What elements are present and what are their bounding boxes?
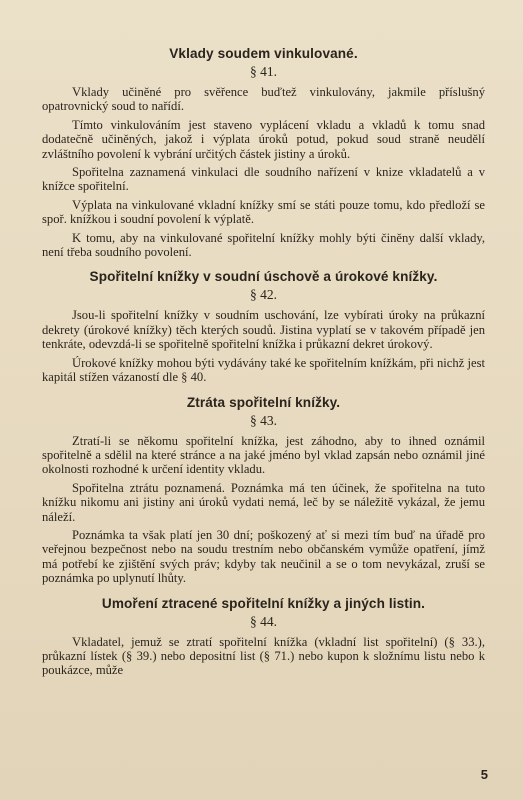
paragraph: Výplata na vinkulované vkladní knížky smí se státi pouze tomu, kdo předloží se spoř. knížkou i soudní povolení k výplatě. bbox=[42, 197, 485, 227]
paragraph: Vklady učiněné pro svěřence buďtež vinkulovány, jakmile příslušný opatrovnický soud to nařídí. bbox=[42, 85, 485, 114]
paragraph: Spořitelna ztrátu poznamená. Poznámka má ten účinek, že spořitelna na tuto knížku nikomu ani jistiny ani úroků vydati nemá, leč by se náležitě vykázal, že jemu náleží. bbox=[42, 480, 485, 524]
paragraph: Spořitelna zaznamená vinkulaci dle soudního nařízení v knize vkladatelů a v knížce spořitelní. bbox=[42, 165, 485, 194]
section-number: § 42. bbox=[250, 287, 277, 303]
section-42 bbox=[42, 269, 485, 384]
section-43 bbox=[42, 395, 485, 586]
paragraph: Poznámka ta však platí jen 30 dní; poškozený ať si mezi tím buď na úřadě pro veřejnou bezpečnost nebo na soudu trestním nebo občanském vymůže opatření, jímž má potřebí ke zjištění svých práv; kdyby tak neučinil a se o tom nevykázal, zruší se poznámka po uplynutí lhůty. bbox=[42, 527, 485, 586]
section-44 bbox=[42, 596, 485, 678]
section-number: § 44. bbox=[250, 613, 277, 629]
section-heading: Umoření ztracené spořitelní knížky a jiných listin. bbox=[101, 595, 426, 611]
paragraph: Tímto vinkulováním jest staveno vyplácení vkladu a vkladů k tomu snad dodatečně učiněných, jakož i výplata úroků potud, pokud soud straně neudělí zvláštního povolení k vybrání určitých částek jistiny a úroků. bbox=[42, 117, 485, 161]
section-number: § 41. bbox=[250, 64, 277, 79]
section-heading: Vklady soudem vinkulované. bbox=[169, 46, 358, 61]
section-41 bbox=[42, 46, 485, 259]
page-number: 5 bbox=[480, 767, 488, 782]
section-number: § 43. bbox=[250, 412, 277, 428]
paragraph: Ztratí-li se někomu spořitelní knížka, jest záhodno, aby to ihned oznámil spořitelně a sdělil na které stránce a na jaké jméno byl vklad zapsán nebo oznámil jiné okolnosti rozhodné k určení identity vkladu. bbox=[42, 433, 485, 477]
paragraph: Vkladatel, jemuž se ztratí spořitelní knížka (vkladní list spořitelní) (§ 33.), průkazní lístek (§ 39.) nebo depositní list (§ 71.) nebo kupon k složnímu listu nebo k poukázce, může bbox=[42, 634, 485, 678]
paragraph: Jsou-li spořitelní knížky v soudním uschování, lze vybírati úroky na průkazní dekrety (úrokové knížky) těch kterých soudů. Jistina vyplatí se v takovém případě jen tenkráte, odevzdá-li se spořitelně spořitelní knížka i průkazní dekret úrokový. bbox=[42, 308, 485, 352]
paragraph: K tomu, aby na vinkulované spořitelní knížky mohly býti činěny další vklady, není třeba soudního povolení. bbox=[42, 230, 485, 260]
paragraph: Úrokové knížky mohou býti vydávány také ke spořitelním knížkám, při nichž jest kapitál stížen vázaností dle § 40. bbox=[42, 355, 485, 385]
section-heading: Ztráta spořitelní knížky. bbox=[186, 394, 341, 410]
section-heading: Spořitelní knížky v soudní úschově a úrokové knížky. bbox=[89, 269, 438, 285]
